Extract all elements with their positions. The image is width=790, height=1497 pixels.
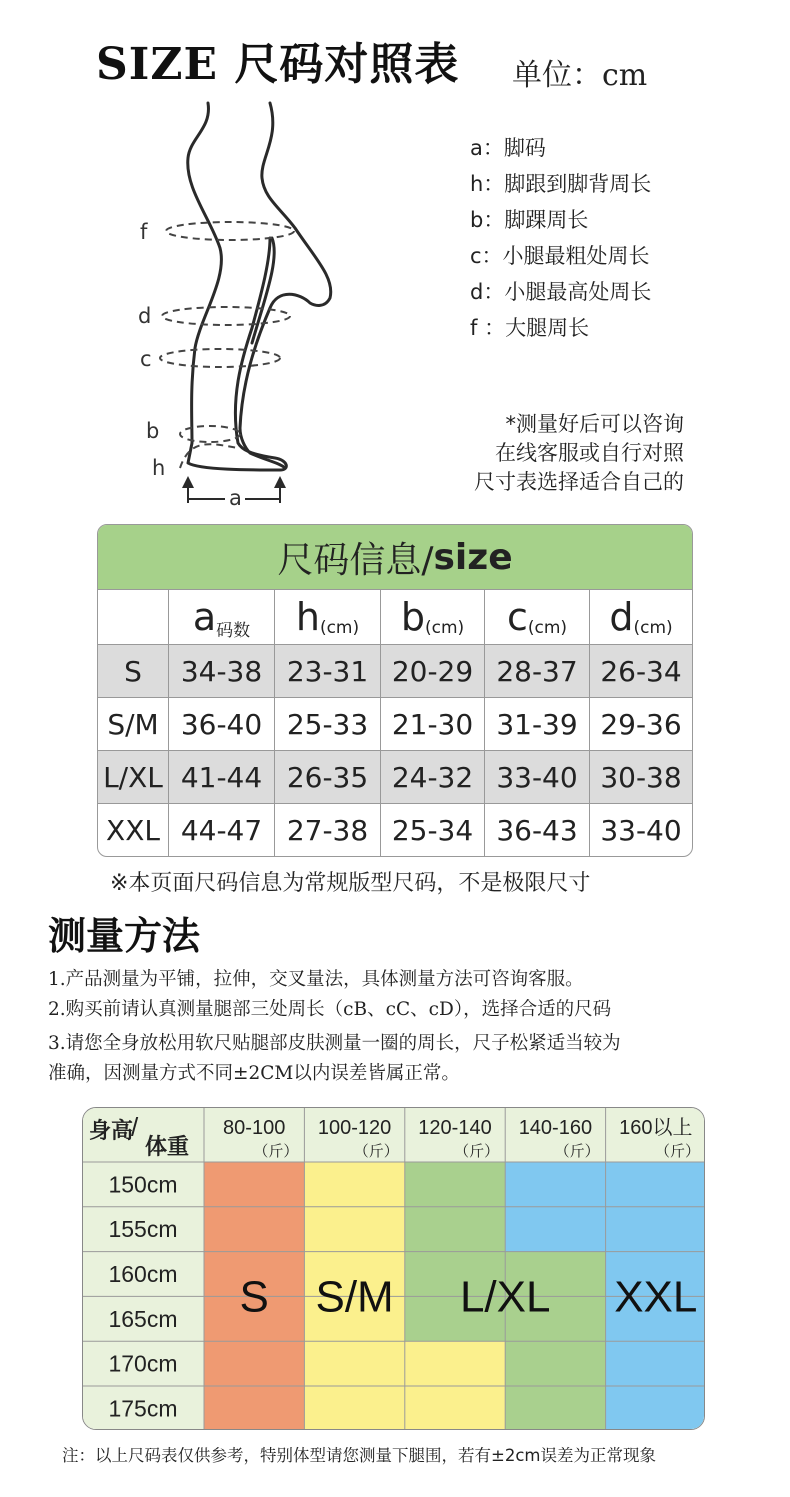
size-label-lxl: L/XL [459,1272,551,1322]
recommendation-grid [83,1108,705,1430]
table-row: S/M 36-40 25-33 21-30 31-39 29-36 [98,697,692,750]
weight-unit-label: （斤） [253,1143,299,1160]
size-table-title: 尺码信息/ size [98,525,692,589]
legend-item: f ：大腿周长 [470,316,590,340]
legend-item: d：小腿最高处周长 [470,280,652,304]
weight-range-header: 140-160 [518,1117,593,1139]
method-instructions [48,965,621,1089]
legend-item: h：脚跟到脚背周长 [470,172,652,196]
column-header: h (cm) [274,590,380,644]
method-line: 2.购买前请认真测量腿部三处周长（cB、cC、cD），选择合适的尺码 [48,999,612,1020]
label-d: d [138,304,152,328]
label-c: c [140,347,152,371]
weight-range-header: 120-140 [418,1117,492,1139]
size-label-s: S [239,1272,269,1322]
weight-unit-label: （斤） [353,1143,399,1160]
height-row-label: 170cm [108,1350,178,1377]
footnote: 注：以上尺码表仅供参考，特别体型请您测量下腿围，若有±2cm误差为正常现象 [62,1446,656,1465]
height-row-label: 165cm [108,1305,178,1332]
label-a: a [229,486,242,510]
size-table-header-row [98,589,692,644]
legend-item: c：小腿最粗处周长 [470,244,650,268]
leg-measurement-diagram [130,98,350,518]
corner-cell [98,590,168,644]
method-line: 3.请您全身放松用软尺贴腿部皮肤测量一圈的周长，尺子松紧适当较为 [48,1033,621,1054]
weight-unit-label: （斤） [554,1143,600,1160]
table-row: L/XL 41-44 26-35 24-32 33-40 30-38 [98,750,692,803]
column-header: c (cm) [484,590,589,644]
height-row-label: 150cm [108,1171,178,1198]
unit-label: 单位：cm [512,58,648,93]
measurement-legend [470,130,651,346]
label-h: h [152,456,166,480]
weight-range-header: 100-120 [317,1117,392,1139]
label-b: b [146,419,160,443]
weight-range-header: 80-100 [223,1117,286,1139]
consult-note: *测量好后可以咨询 在线客服或自行对照 尺寸表选择适合自己的 [474,412,684,494]
table-row: S 34-38 23-31 20-29 28-37 26-34 [98,644,692,697]
column-header: b (cm) [380,590,484,644]
legend-item: a：脚码 [470,136,546,160]
table-row: XXL 44-47 27-38 25-34 36-43 33-40 [98,803,692,856]
page-title: SIZE 尺码对照表 [96,39,460,90]
corner-slash: / [131,1112,139,1142]
column-header: d (cm) [589,590,692,644]
height-row-label: 155cm [108,1216,178,1243]
method-title: 测量方法 [48,913,201,958]
size-recommendation-chart [82,1107,705,1430]
size-disclaimer: ※本页面尺码信息为常规版型尺码，不是极限尺寸 [110,871,591,896]
label-f: f [140,220,148,244]
weight-range-header: 160以上 [619,1117,693,1139]
size-label-xxl: XXL [614,1272,698,1322]
method-line: 准确，因测量方式不同±2CM以内误差皆属正常。 [48,1063,460,1084]
method-line: 1.产品测量为平铺，拉伸，交叉量法，具体测量方法可咨询客服。 [48,969,584,990]
size-info-table [97,524,693,857]
legend-item: b：脚踝周长 [470,208,589,232]
height-row-label: 160cm [108,1261,178,1287]
height-row-label: 175cm [108,1395,178,1422]
column-header: a 码数 [168,590,274,644]
weight-unit-label: （斤） [454,1143,500,1160]
corner-height-label: 身高 [89,1118,134,1143]
weight-unit-label: （斤） [654,1143,700,1160]
corner-weight-label: 体重 [145,1134,190,1159]
size-label-sm: S/M [315,1272,394,1322]
